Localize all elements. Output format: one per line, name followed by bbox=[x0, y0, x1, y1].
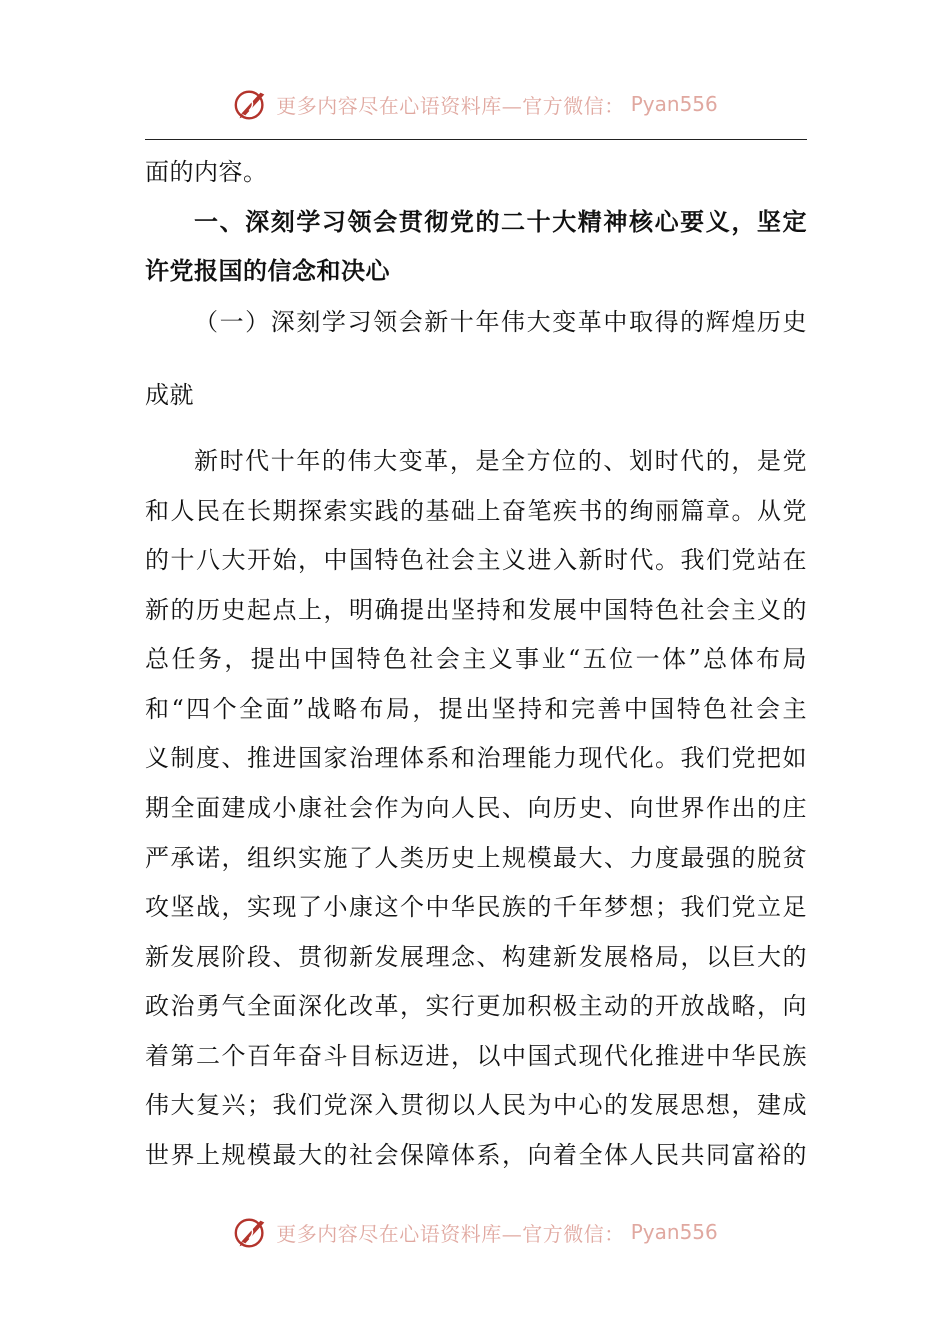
paragraph-line: 新的历史起点上，明确提出坚持和发展中国特色社会主义的 bbox=[145, 596, 807, 624]
header-divider bbox=[145, 139, 807, 140]
paragraph-line: 期全面建成小康社会作为向人民、向历史、向世界作出的庄 bbox=[145, 794, 807, 822]
pen-logo-icon bbox=[232, 85, 270, 123]
paragraph-line: 和人民在长期探索实践的基础上奋笔疾书的绚丽篇章。从党 bbox=[145, 497, 807, 525]
pen-logo-icon bbox=[232, 1213, 270, 1251]
subheading-line-2: 成就 bbox=[145, 381, 194, 409]
paragraph-line: 义制度、推进国家治理体系和治理能力现代化。我们党把如 bbox=[145, 744, 807, 772]
paragraph-line: 的十八大开始，中国特色社会主义进入新时代。我们党站在 bbox=[145, 546, 807, 574]
footer-banner bbox=[0, 1210, 950, 1254]
paragraph-line: 总任务，提出中国特色社会主义事业“五位一体”总体布局 bbox=[145, 645, 807, 673]
paragraph-line: 严承诺，组织实施了人类历史上规模最大、力度最强的脱贫 bbox=[145, 844, 807, 872]
footer-wechat-id: Pyan556 bbox=[630, 1220, 718, 1244]
footer-banner-text: 更多内容尽在心语资料库—官方微信： bbox=[276, 1221, 625, 1246]
paragraph-line: 世界上规模最大的社会保障体系，向着全体人民共同富裕的 bbox=[145, 1141, 807, 1169]
paragraph-line: 政治勇气全面深化改革，实行更加积极主动的开放战略，向 bbox=[145, 992, 807, 1020]
header-wechat-id: Pyan556 bbox=[630, 92, 718, 116]
paragraph-line: 着第二个百年奋斗目标迈进，以中国式现代化推进中华民族 bbox=[145, 1042, 807, 1070]
subheading-line-1: （一）深刻学习领会新十年伟大变革中取得的辉煌历史 bbox=[194, 308, 807, 336]
paragraph-line: 和“四个全面”战略布局，提出坚持和完善中国特色社会主 bbox=[145, 695, 807, 723]
continuation-text: 面的内容。 bbox=[145, 158, 268, 186]
heading-line-1: 一、深刻学习领会贯彻党的二十大精神核心要义，坚定 bbox=[194, 208, 807, 236]
header-banner bbox=[0, 82, 950, 126]
header-banner-text: 更多内容尽在心语资料库—官方微信： bbox=[276, 93, 625, 118]
paragraph-line: 新发展阶段、贯彻新发展理念、构建新发展格局，以巨大的 bbox=[145, 943, 807, 971]
paragraph-line: 伟大复兴；我们党深入贯彻以人民为中心的发展思想，建成 bbox=[145, 1091, 807, 1119]
heading-line-2: 许党报国的信念和决心 bbox=[145, 257, 390, 285]
paragraph-line: 新时代十年的伟大变革，是全方位的、划时代的，是党 bbox=[194, 447, 807, 475]
paragraph-line: 攻坚战，实现了小康这个中华民族的千年梦想；我们党立足 bbox=[145, 893, 807, 921]
